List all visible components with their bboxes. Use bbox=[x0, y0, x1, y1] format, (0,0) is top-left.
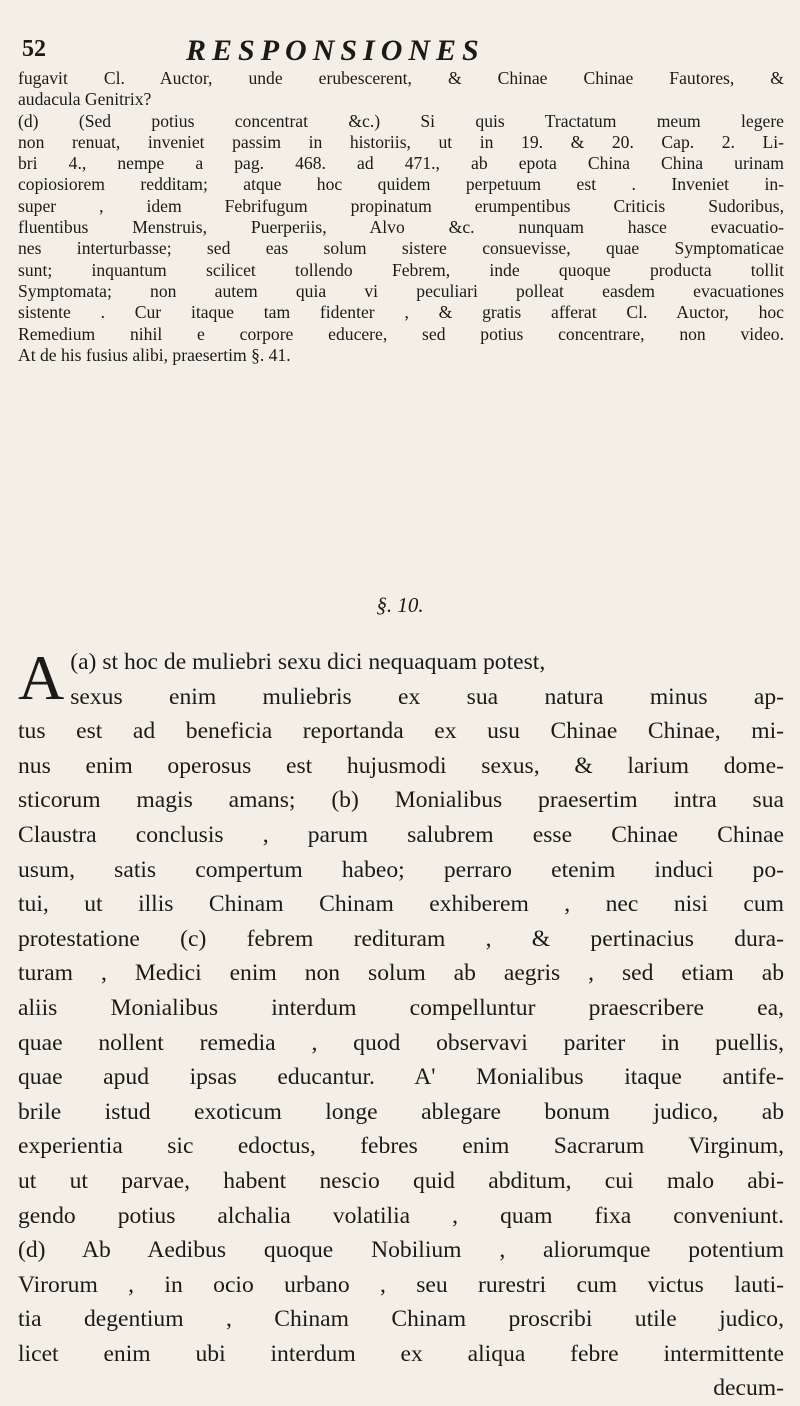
text-line: Claustra conclusis , parum salubrem esse Chinae Chinae bbox=[18, 821, 784, 848]
text-line: st hoc de muliebri sexu dici nequaquam potest, bbox=[102, 649, 546, 675]
text-line: usum, satis compertum habeo; perraro etenim induci po- bbox=[18, 856, 784, 883]
note-line: super , idem Febrifugum propinatum erumpentibus Criticis Sudoribus, bbox=[18, 195, 784, 216]
text-line: gendo potius alchalia volatilia , quam fixa conveniunt. bbox=[18, 1202, 784, 1229]
text-line: sticorum magis amans; (b) Monialibus praesertim intra sua bbox=[18, 787, 784, 814]
note-line: sistente . Cur itaque tam fidenter , & gratis afferat Cl. Auctor, hoc bbox=[18, 302, 784, 323]
note-line: sunt; inquantum scilicet tollendo Febrem, inde quoque producta tollit bbox=[18, 259, 784, 280]
drop-cap: A bbox=[18, 642, 65, 713]
text-line: licet enim ubi interdum ex aliqua febre intermittente bbox=[18, 1340, 784, 1367]
main-text bbox=[18, 642, 784, 1406]
text-line: nus enim operosus est hujusmodi sexus, & larium dome- bbox=[18, 752, 784, 779]
note-line: Symptomata; non autem quia vi peculiari polleat easdem evacuationes bbox=[18, 280, 784, 301]
note-line: (d) (Sed potius concentrat &c.) Si quis Tractatum meum legere bbox=[18, 110, 784, 131]
running-head: RESPONSIONES bbox=[186, 34, 485, 67]
note-line: non renuat, inveniet passim in historiis, ut in 19. & 20. Cap. 2. Li- bbox=[18, 131, 784, 152]
note-marker: (a) bbox=[70, 649, 97, 675]
text-line: Virorum , in ocio urbano , seu rurestri cum victus lauti- bbox=[18, 1271, 784, 1298]
text-line: tui, ut illis Chinam Chinam exhiberem , nec nisi cum bbox=[18, 891, 784, 918]
text-line: turam , Medici enim non solum ab aegris , sed etiam ab bbox=[18, 960, 784, 987]
text-line: tus est ad beneficia reportanda ex usu Chinae Chinae, mi- bbox=[18, 718, 784, 745]
text-line: quae apud ipsas educantur. A' Monialibus itaque antife- bbox=[18, 1064, 784, 1091]
text-line: experientia sic edoctus, febres enim Sacrarum Virginum, bbox=[18, 1133, 784, 1160]
catchword: decum- bbox=[713, 1375, 784, 1402]
section-heading: §. 10. bbox=[376, 593, 424, 617]
note-line: copiosiorem redditam; atque hoc quidem perpetuum est . Inveniet in- bbox=[18, 174, 784, 195]
note-line: bri 4., nempe a pag. 468. ad 471., ab epota China China urinam bbox=[18, 153, 784, 174]
text-line: brile istud exoticum longe ablegare bonum judico, ab bbox=[18, 1098, 784, 1125]
text-line: aliis Monialibus interdum compelluntur praescribere ea, bbox=[18, 994, 784, 1021]
text-line: ut ut parvae, habent nescio quid abditum, cui malo abi- bbox=[18, 1167, 784, 1194]
footnote-block bbox=[18, 68, 784, 366]
text-line: protestatione (c) febrem redituram , & pertinacius dura- bbox=[18, 925, 784, 952]
text-line: quae nollent remedia , quod observavi pariter in puellis, bbox=[18, 1029, 784, 1056]
text-line: tia degentium , Chinam Chinam proscribi utile judico, bbox=[18, 1306, 784, 1333]
text-line: sexus enim muliebris ex sua natura minus ap- bbox=[70, 683, 784, 710]
note-line: fugavit Cl. Auctor, unde erubescerent, & Chinae Chinae Fautores, & bbox=[18, 68, 784, 88]
note-line: nes interturbasse; sed eas solum sistere consuevisse, quae Symptomaticae bbox=[18, 238, 784, 259]
text-line: (d) Ab Aedibus quoque Nobilium , aliorumque potentium bbox=[18, 1237, 784, 1264]
note-line: At de his fusius alibi, praesertim §. 41. bbox=[18, 344, 291, 365]
note-line: fluentibus Menstruis, Puerperiis, Alvo &c. nunquam hasce evacuatio- bbox=[18, 217, 784, 238]
note-line: Remedium nihil e corpore educere, sed potius concentrare, non video. bbox=[18, 323, 784, 344]
page-number: 52 bbox=[22, 36, 46, 62]
note-line: audacula Genitrix? bbox=[18, 89, 152, 110]
